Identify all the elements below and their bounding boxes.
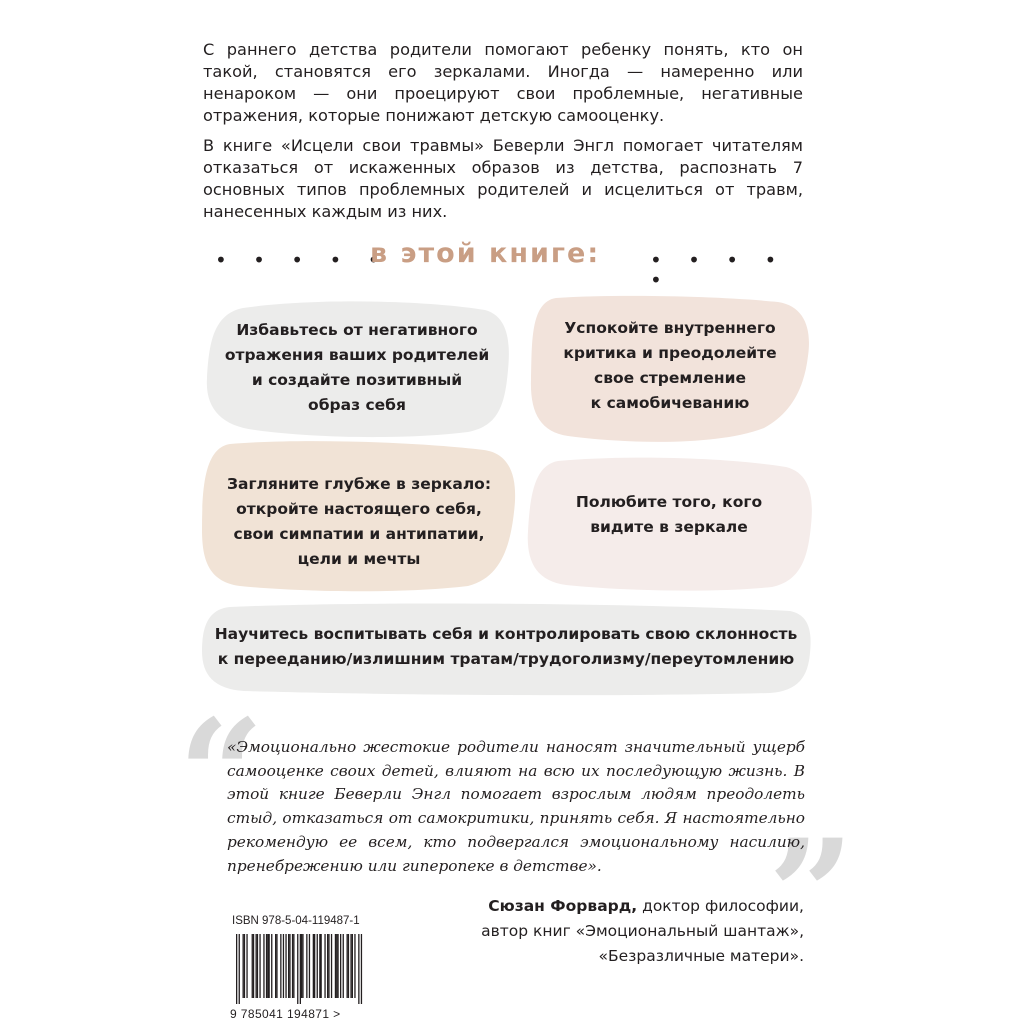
intro-paragraph-1 [203,39,803,127]
barcode-bar [257,934,258,998]
barcode-bar [335,934,336,998]
barcode-bar [256,934,257,998]
barcode-bar [276,934,277,998]
barcode-bar [314,934,315,998]
benefit-card-line: Успокойте внутреннего [564,319,776,337]
benefit-card-line: Загляните глубже в зеркало: [226,475,492,493]
benefit-card-2 [528,294,812,442]
barcode-digits: 9 785041 194871 > [230,1007,370,1021]
barcode-bar [300,934,301,1004]
attribution-title: доктор философии, [637,897,804,915]
benefit-card-line: к самобичеванию [590,394,750,412]
barcode-bar [361,934,362,1004]
barcode-bar [331,934,332,998]
benefit-card-line: свои симпатии и антипатии, [233,525,485,543]
barcode-bar [321,934,322,998]
barcode-bar [328,934,329,998]
barcode-bar [337,934,338,998]
benefit-card-4 [524,457,814,591]
barcode-bar [267,934,268,998]
attribution-line-3: «Безразличные матери». [598,947,804,965]
barcode-bar [253,934,254,998]
benefit-card-line: Полюбите того, кого [575,493,763,511]
barcode-bar [275,934,276,998]
barcode-bar [263,934,264,998]
close-quote-icon: ” [768,807,855,983]
barcode-bar [358,934,359,1004]
benefit-card-3-text [200,472,518,572]
barcode-bar [266,934,267,998]
open-quote-icon: “ [178,687,265,863]
benefit-card-line: образ себя [308,396,406,414]
intro-paragraph-2 [203,135,803,223]
barcode-bar [347,934,348,998]
attribution-line-2: автор книг «Эмоциональный шантаж», [481,922,804,940]
intro-text-2: В книге «Исцели свои травмы» Беверли Энгл помогает читателям отказаться от искаженных образов из детства, распознать 7 основных типов проблемных родителей и исцелиться от травм, нанесенных каждым из них. [203,136,803,221]
barcode-bar [302,934,303,998]
barcode-bar [285,934,286,998]
barcode-bar [292,934,293,998]
benefit-card-line: Научитесь воспитывать себя и контролировать свою склонность [214,625,798,643]
barcode-bar [309,934,310,998]
benefit-card-line: свое стремление [594,369,746,387]
barcode-bar [236,934,237,1004]
benefit-card-5-text [200,622,812,672]
barcode-bar [324,934,325,998]
barcode-bar [340,934,341,998]
barcode-bar [259,934,260,998]
barcode-bar [289,934,290,998]
benefit-card-1-text [203,318,511,418]
benefit-card-1 [203,300,511,438]
barcode-bar [348,934,349,998]
barcode-bar [288,934,289,998]
benefit-card-4-text [524,490,814,540]
isbn-label: ISBN 978-5-04-119487-1 [232,915,360,927]
barcode-bar [243,934,244,998]
barcode-bar [336,934,337,998]
testimonial-quote: «Эмоционально жестокие родители наносят значительный ущерб самооценке своих детей, влияют на всю их последующую жизнь. В этой книге Беверли Энгл помогает взрослым людям преодолеть стыд, отказаться от самокритики, принять себя. Я настоятельно рекомендую ее всем, кто подвергался эмоциональному насилию, пренебрежению или гиперопеке в детстве». [227,738,805,875]
benefit-card-line: откройте настоящего себя, [236,500,482,518]
benefit-card-line: Избавьтесь от негативного [236,321,478,339]
attribution-author: Сюзан Форвард, [488,897,638,915]
barcode-bar [327,934,328,998]
benefit-card-line: цели и мечты [297,550,421,568]
barcode-bar [269,934,270,998]
barcode-bar [293,934,294,998]
barcode-bar [283,934,284,998]
quote-attribution [481,894,804,969]
barcode-bar [354,934,355,998]
barcode-block [230,914,370,1021]
attribution-line-1 [481,894,804,919]
barcode-bar [343,934,344,998]
barcode-bar [319,934,320,998]
decorative-dots-left: • • • • • [215,248,390,272]
barcode [230,934,370,1021]
barcode-bar [244,934,245,998]
section-heading [200,236,800,292]
decorative-dots-right: • • • • • [650,248,787,292]
barcode-bar [350,934,351,998]
barcode-bar [301,934,302,998]
barcode-bar [317,934,318,998]
benefit-card-line: видите в зеркале [590,518,748,536]
benefit-card-3 [200,440,518,592]
barcode-bar [306,934,307,998]
barcode-bars-icon [230,934,370,1004]
barcode-bar [352,934,353,998]
intro-text-1: С раннего детства родители помогают ребенку понять, кто он такой, становятся его зеркалами. Иногда — намеренно или ненароком — они проецируют свои проблемные, негативные отражения, которые понижают детскую самооценку. [203,40,803,125]
barcode-bar [313,934,314,998]
barcode-bar [252,934,253,998]
benefit-card-line: отражения ваших родителей [224,346,490,364]
benefit-card-5 [200,603,812,695]
section-heading-text: в этой книге: [370,238,601,269]
barcode-bar [246,934,247,998]
barcode-bar [280,934,281,998]
benefit-card-line: к перееданию/излишним тратам/трудоголизму/переутомлению [217,650,795,668]
barcode-bar [239,934,240,1004]
benefit-card-line: и создайте позитивный [251,371,463,389]
barcode-bar [271,934,272,998]
benefit-card-2-text [528,316,812,416]
barcode-bar [297,934,298,1004]
benefit-card-line: критика и преодолейте [563,344,777,362]
